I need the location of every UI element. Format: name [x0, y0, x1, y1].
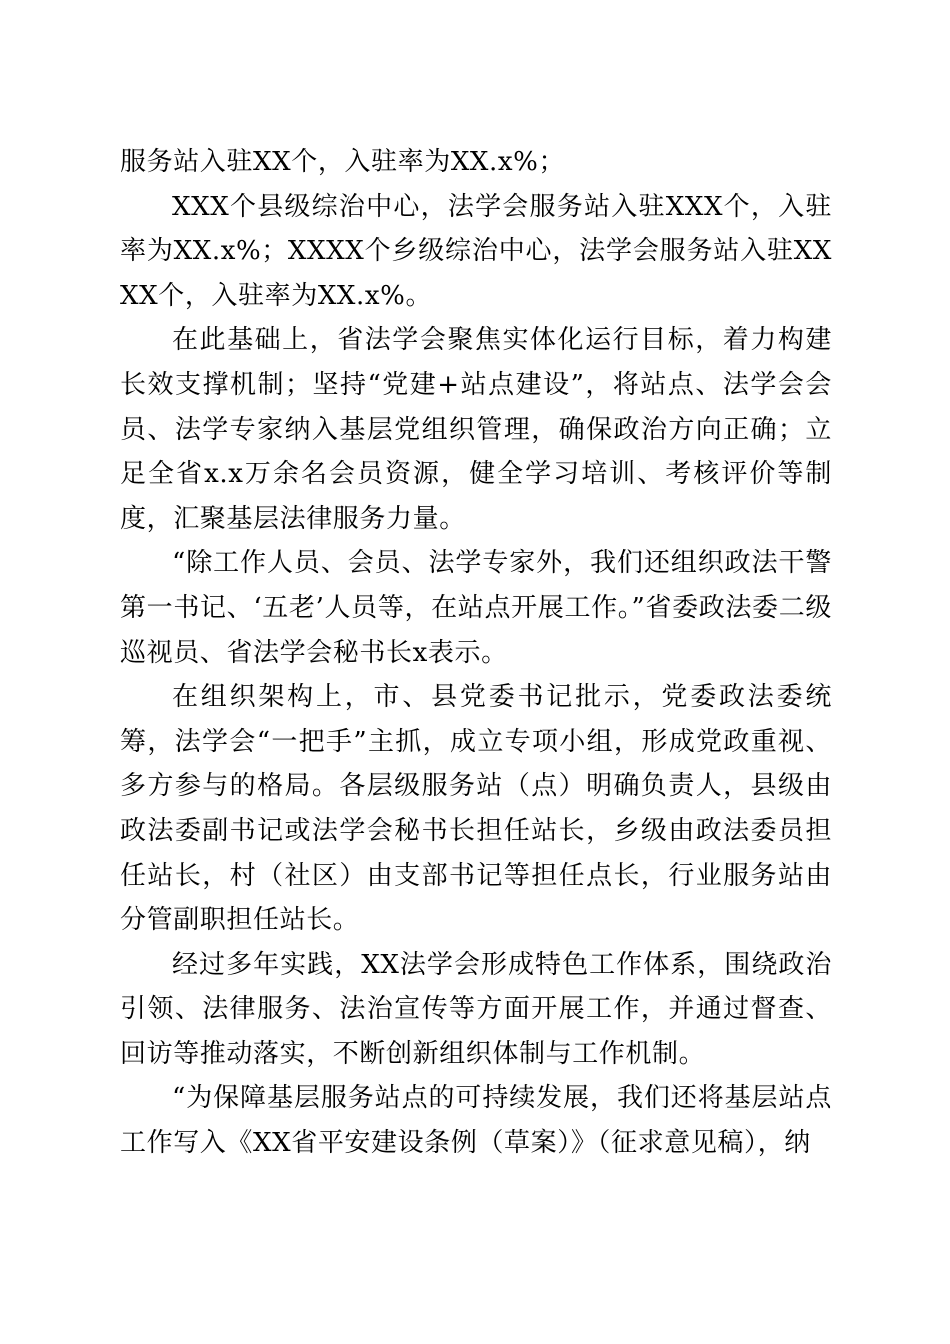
- paragraph-support-mechanism: 在此基础上，省法学会聚焦实体化运行目标，着力构建长效支撑机制；坚持“党建+站点建设”，将站点、法学会会员、法学专家纳入基层党组织管理，确保政治方向正确；立足全省x.x万余名会员资源，健全学习培训、考核评价等制度，汇聚基层法律服务力量。: [120, 325, 832, 534]
- paragraph-county-township-stats: XXX个县级综治中心，法学会服务站入驻XXX个，入驻率为XX.x%；XXXX个乡级综治中心，法学会服务站入驻XXXX个，入驻率为XX.x%。: [120, 191, 832, 311]
- paragraph-work-system: 经过多年实践，XX法学会形成特色工作体系，围绕政治引领、法律服务、法治宣传等方面开展工作，并通过督查、回访等推动落实，不断创新组织体制与工作机制。: [120, 949, 832, 1069]
- paragraph-continuation: 服务站入驻XX个，入驻率为XX.x%；: [120, 147, 566, 177]
- paragraph-sustainability-quote: “为保障基层服务站点的可持续发展，我们还将基层站点工作写入《XX省平安建设条例（草案）》（征求意见稿），纳: [120, 1083, 832, 1159]
- paragraph-organization-structure: 在组织架构上，市、县党委书记批示，党委政法委统筹，法学会“一把手”主抓，成立专项小组，形成党政重视、多方参与的格局。各层级服务站（点）明确负责人，县级由政法委副书记或法学会秘书长担任站长，乡级由政法委员担任站长，村（社区）由支部书记等担任点长，行业服务站由分管副职担任站长。: [120, 682, 832, 936]
- document-body: [120, 140, 832, 1166]
- paragraph-quote-secretary: “除工作人员、会员、法学专家外，我们还组织政法干警第一书记、‘五老’人员等，在站点开展工作。”省委政法委二级巡视员、省法学会秘书长x表示。: [120, 548, 832, 668]
